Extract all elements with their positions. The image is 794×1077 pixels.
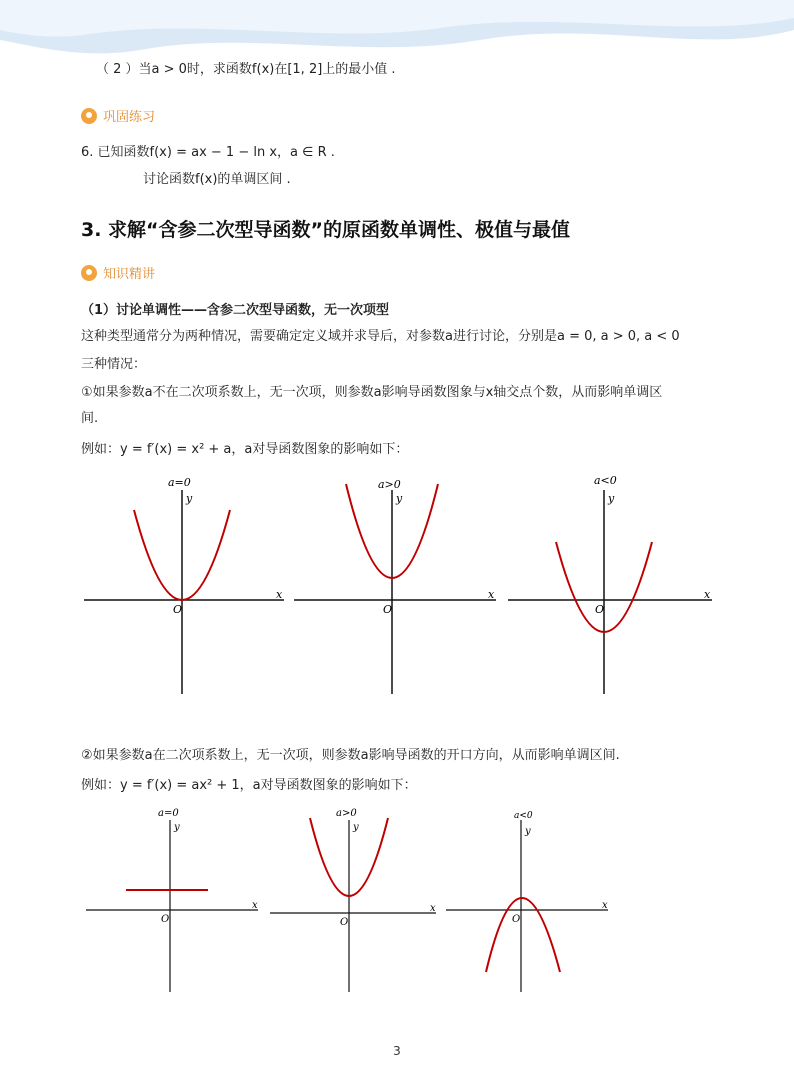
y-axis-label: y <box>396 492 403 505</box>
practice-tag <box>81 106 155 125</box>
origin-label: O <box>383 603 393 616</box>
example-1: 例如：y = f′(x) = x² + a，a对导函数图象的影响如下： <box>81 442 409 457</box>
graph-a-zero-row1 <box>84 472 284 700</box>
y-axis-label: y <box>608 492 615 505</box>
origin-label: O <box>595 603 605 616</box>
x-axis-label: x <box>704 588 711 601</box>
paragraph-4: ②如果参数a在二次项系数上，无一次项，则参数a影响导函数的开口方向，从而影响单调区间. <box>81 748 620 763</box>
graph-label: a>0 <box>336 808 357 819</box>
knowledge-tag <box>81 263 155 282</box>
graph-a-positive-row1 <box>294 472 498 700</box>
question-6: 6. 已知函数f(x) = ax − 1 − ln x，a ∈ R . <box>81 145 335 160</box>
graph-a-positive-row2 <box>270 804 440 996</box>
y-axis-label: y <box>353 822 359 833</box>
y-axis-label: y <box>186 492 193 505</box>
graph-label: a>0 <box>378 478 401 491</box>
graph-a-negative-row2 <box>446 804 612 996</box>
knowledge-tag-label: 知识精讲 <box>103 267 156 282</box>
graph-label: a=0 <box>168 476 191 489</box>
graph-label: a<0 <box>514 811 533 821</box>
example-2: 例如：y = f′(x) = ax² + 1，a对导函数图象的影响如下： <box>81 778 417 793</box>
x-axis-label: x <box>252 900 258 911</box>
graph-label: a=0 <box>158 808 179 819</box>
question-6-task: 讨论函数f(x)的单调区间 . <box>143 172 291 187</box>
sub-heading: （1）讨论单调性——含参二次型导函数，无一次项型 <box>81 303 390 318</box>
graph-label: a<0 <box>594 474 617 487</box>
graph-a-zero-row2 <box>86 804 262 996</box>
question-2: （ 2 ）当a > 0时，求函数f(x)在[1, 2]上的最小值 . <box>96 62 396 77</box>
page-number: 3 <box>393 1044 401 1058</box>
y-axis-label: y <box>525 826 531 837</box>
x-axis-label: x <box>488 588 495 601</box>
origin-label: O <box>340 917 349 928</box>
origin-label: O <box>512 914 521 925</box>
origin-label: O <box>161 914 170 925</box>
practice-tag-label: 巩固练习 <box>103 110 156 125</box>
paragraph-2b: 间. <box>81 411 99 426</box>
paragraph-1b: 三种情况： <box>81 357 147 372</box>
graph-a-negative-row1 <box>508 472 714 700</box>
bulb-icon <box>81 265 97 281</box>
x-axis-label: x <box>276 588 283 601</box>
y-axis-label: y <box>174 822 180 833</box>
x-axis-label: x <box>430 903 436 914</box>
origin-label: O <box>173 603 183 616</box>
bulb-icon <box>81 108 97 124</box>
section-heading: 3. 求解“含参二次型导函数”的原函数单调性、极值与最值 <box>81 219 571 241</box>
paragraph-1a: 这种类型通常分为两种情况，需要确定定义域并求导后，对参数a进行讨论，分别是a = 0, a > 0, a < 0 <box>81 329 680 344</box>
paragraph-2a: ①如果参数a不在二次项系数上，无一次项，则参数a影响导函数图象与x轴交点个数，从而影响单调区 <box>81 385 663 400</box>
x-axis-label: x <box>602 900 608 911</box>
